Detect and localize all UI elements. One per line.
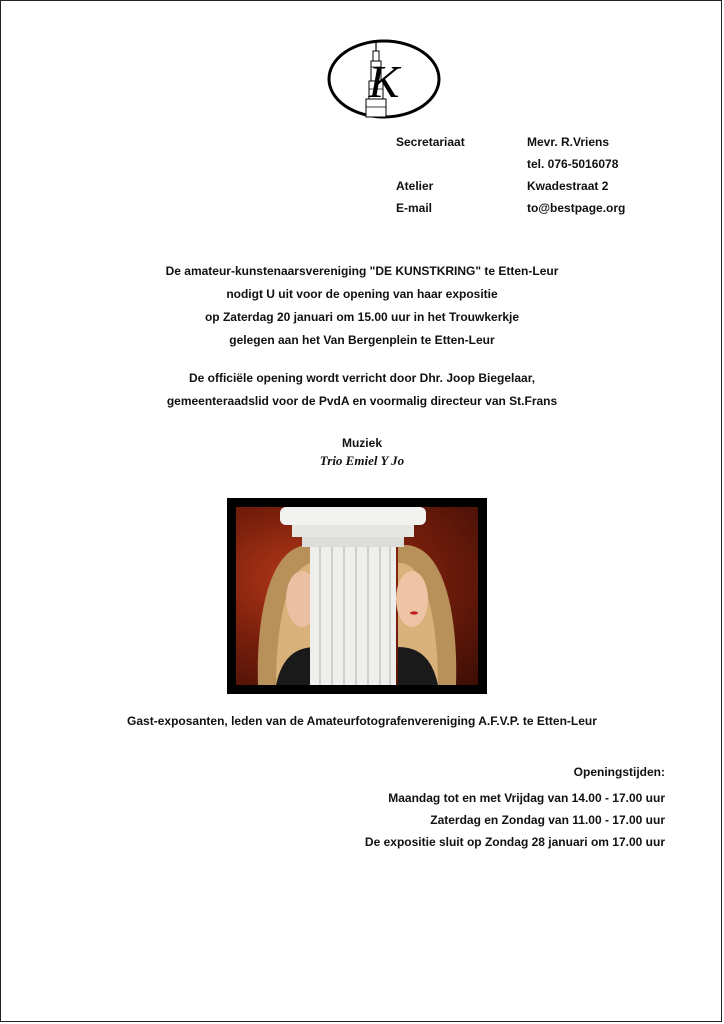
opening-hours-title: Openingstijden: [573,765,665,779]
contact-label: Secretariaat [396,135,465,149]
logo-letter: K [368,56,400,107]
opening-hours [365,761,665,853]
invitation-line: nodigt U uit voor de opening van haar expositie [226,287,498,301]
contact-label: Atelier [396,179,434,193]
contact-value: to@bestpage.org [527,201,626,215]
exhibition-photo-frame [227,498,487,694]
music-performer: Trio Emiel Y Jo [319,453,405,468]
opening-text [1,367,723,413]
music-title: Muziek [341,436,382,450]
opening-line: De officiële opening wordt verricht door Dhr. Joop Biegelaar, [188,371,536,385]
exhibition-photo [236,507,478,685]
contact-row-telephone [396,157,696,179]
contact-row-atelier [396,179,696,201]
photo-illustration [236,507,478,685]
contact-value: Kwadestraat 2 [527,179,609,193]
invitation-text [1,260,723,352]
opening-hours-line: Maandag tot en met Vrijdag van 14.00 - 17.00 uur [388,791,665,805]
contact-block [396,135,696,223]
kunstkring-logo [326,37,442,121]
contact-value: tel. 076-5016078 [527,157,619,171]
contact-row-secretariaat [396,135,696,157]
contact-row-email [396,201,696,223]
opening-hours-line: De expositie sluit op Zondag 28 januari om 17.00 uur [364,835,665,849]
opening-hours-line: Zaterdag en Zondag van 11.00 - 17.00 uur [430,813,665,827]
invitation-line: gelegen aan het Van Bergenplein te Etten-Leur [229,333,495,347]
contact-value: Mevr. R.Vriens [527,135,610,149]
invitation-line: De amateur-kunstenaarsvereniging "DE KUNSTKRING" te Etten-Leur [165,264,559,278]
guest-exhibitors: Gast-exposanten, leden van de Amateurfotografenvereniging A.F.V.P. te Etten-Leur [127,714,597,728]
contact-label: E-mail [396,201,433,215]
opening-line: gemeenteraadslid voor de PvdA en voormalig directeur van St.Frans [166,394,558,408]
invitation-line: op Zaterdag 20 januari om 15.00 uur in het Trouwkerkje [204,310,520,324]
